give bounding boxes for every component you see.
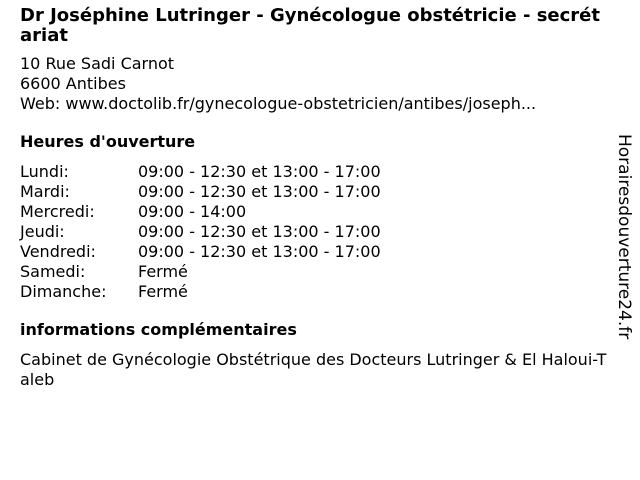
- hours-row-vendredi: [20, 242, 610, 262]
- hours-value: Fermé: [138, 262, 188, 281]
- hours-value: Fermé: [138, 282, 188, 301]
- page-title: Dr Joséphine Lutringer - Gynécologue obstétricie - secrétariat: [20, 5, 600, 46]
- address-block: [20, 54, 610, 114]
- day-label: Mardi:: [20, 182, 70, 201]
- hours-value: 09:00 - 12:30 et 13:00 - 17:00: [138, 182, 381, 201]
- site-watermark: Horairesdouverture24.fr: [614, 134, 634, 340]
- city-address: 6600 Antibes: [20, 74, 126, 93]
- hours-row-lundi: [20, 162, 610, 182]
- additional-info-text: Cabinet de Gynécologie Obstétrique des Docteurs Lutringer & El Haloui-Taleb: [20, 350, 607, 389]
- hours-value: 09:00 - 12:30 et 13:00 - 17:00: [138, 162, 381, 181]
- hours-row-mardi: [20, 182, 610, 202]
- opening-hours-heading: Heures d'ouverture: [20, 132, 196, 151]
- day-label: Lundi:: [20, 162, 69, 181]
- hours-row-mercredi: [20, 202, 610, 222]
- day-label: Dimanche:: [20, 282, 107, 301]
- day-label: Vendredi:: [20, 242, 96, 261]
- additional-info-heading: informations complémentaires: [20, 320, 297, 339]
- day-label: Mercredi:: [20, 202, 95, 221]
- hours-value: 09:00 - 12:30 et 13:00 - 17:00: [138, 222, 381, 241]
- day-label: Jeudi:: [20, 222, 65, 241]
- hours-row-jeudi: [20, 222, 610, 242]
- street-address: 10 Rue Sadi Carnot: [20, 54, 175, 73]
- business-listing: [20, 6, 610, 390]
- hours-row-samedi: [20, 262, 610, 282]
- hours-value: 09:00 - 14:00: [138, 202, 247, 221]
- website-link[interactable]: Web: www.doctolib.fr/gynecologue-obstetricien/antibes/joseph...: [20, 94, 537, 113]
- day-label: Samedi:: [20, 262, 86, 281]
- opening-hours-list: [20, 162, 610, 302]
- hours-row-dimanche: [20, 282, 610, 302]
- hours-value: 09:00 - 12:30 et 13:00 - 17:00: [138, 242, 381, 261]
